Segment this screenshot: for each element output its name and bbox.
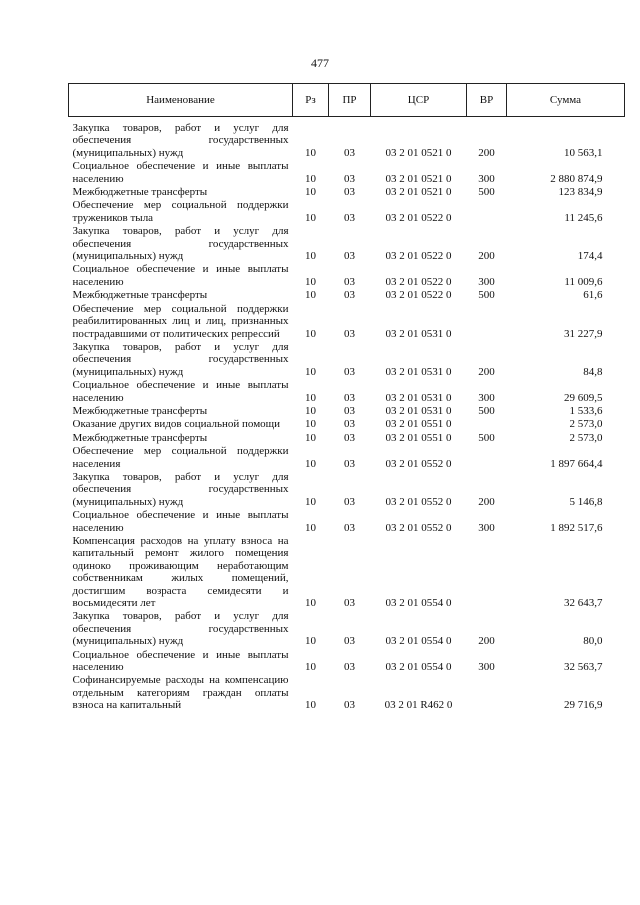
cell-name: Закупка товаров, работ и услуг для обеспечения государственных (муниципальных) нужд — [72, 122, 289, 159]
cell-vr: 500 — [478, 186, 495, 199]
cell-sum: 10 563,1 — [564, 146, 603, 159]
cell-sum: 29 716,9 — [564, 699, 603, 712]
cell-vr: 200 — [478, 635, 495, 648]
cell-pr: 03 — [344, 699, 355, 712]
cell-name: Закупка товаров, работ и услуг для обеспечения государственных (муниципальных) нужд — [72, 340, 289, 378]
cell-rz: 10 — [305, 275, 316, 288]
cell-csr: 03 2 01 0554 0 — [385, 661, 452, 674]
cell-vr: 200 — [478, 146, 495, 159]
cell-name: Социальное обеспечение и иные выплаты населению — [72, 263, 289, 288]
cell-pr: 03 — [344, 146, 355, 159]
header-csr: ЦСР — [371, 84, 467, 117]
table-row — [69, 225, 625, 263]
cell-name: Межбюджетные трансферты — [72, 431, 208, 444]
cell-sum: 61,6 — [583, 289, 603, 302]
cell-name: Социальное обеспечение и иные выплаты населению — [72, 379, 289, 404]
cell-rz: 10 — [305, 597, 316, 610]
header-rz: Рз — [293, 84, 329, 117]
header-name: Наименование — [69, 84, 293, 117]
cell-rz: 10 — [305, 404, 316, 417]
cell-vr: 500 — [478, 289, 495, 302]
cell-csr: 03 2 01 0522 0 — [385, 289, 452, 302]
cell-csr: 03 2 01 0551 0 — [385, 431, 452, 444]
cell-rz: 10 — [305, 431, 316, 444]
cell-pr: 03 — [344, 275, 355, 288]
cell-pr: 03 — [344, 250, 355, 263]
cell-name: Софинансируемые расходы на компенсацию отдельным категориям граждан оплаты взноса на капитальный — [72, 674, 289, 712]
table-row — [69, 263, 625, 289]
table-row — [69, 674, 625, 712]
cell-name: Социальное обеспечение и иные выплаты населению — [72, 160, 289, 185]
cell-pr: 03 — [344, 327, 355, 340]
cell-csr: 03 2 01 R462 0 — [384, 699, 453, 712]
cell-pr: 03 — [344, 597, 355, 610]
cell-vr: 500 — [478, 431, 495, 444]
cell-rz: 10 — [305, 172, 316, 185]
cell-pr: 03 — [344, 289, 355, 302]
cell-pr: 03 — [344, 457, 355, 470]
cell-rz: 10 — [305, 250, 316, 263]
table-row — [69, 471, 625, 509]
table-row — [69, 341, 625, 379]
table-body — [69, 117, 625, 713]
cell-vr: 300 — [478, 275, 495, 288]
cell-pr: 03 — [344, 391, 355, 404]
table-row — [69, 610, 625, 648]
table-row — [69, 303, 625, 341]
cell-csr: 03 2 01 0552 0 — [385, 457, 452, 470]
cell-rz: 10 — [305, 457, 316, 470]
cell-pr: 03 — [344, 521, 355, 534]
cell-pr: 03 — [344, 495, 355, 508]
cell-vr: 200 — [478, 365, 495, 378]
table-row — [69, 289, 625, 302]
cell-csr: 03 2 01 0522 0 — [385, 275, 452, 288]
header-sum: Сумма — [507, 84, 625, 117]
cell-name: Закупка товаров, работ и услуг для обеспечения государственных (муниципальных) нужд — [72, 610, 289, 648]
cell-csr: 03 2 01 0531 0 — [385, 365, 452, 378]
cell-vr: 300 — [478, 661, 495, 674]
table-row — [69, 160, 625, 186]
cell-rz: 10 — [305, 327, 316, 340]
cell-sum: 123 834,9 — [558, 186, 603, 199]
table-row — [69, 432, 625, 445]
cell-sum: 32 563,7 — [564, 661, 603, 674]
cell-csr: 03 2 01 0522 0 — [385, 250, 452, 263]
cell-vr — [467, 535, 507, 610]
cell-csr: 03 2 01 0551 0 — [385, 418, 452, 431]
cell-sum: 31 227,9 — [564, 327, 603, 340]
cell-csr: 03 2 01 0554 0 — [385, 597, 452, 610]
table-row — [69, 117, 625, 161]
cell-name: Социальное обеспечение и иные выплаты населению — [72, 509, 289, 534]
table-row — [69, 418, 625, 431]
cell-vr — [467, 674, 507, 712]
cell-csr: 03 2 01 0521 0 — [385, 146, 452, 159]
cell-pr: 03 — [344, 431, 355, 444]
cell-sum: 2 573,0 — [569, 431, 603, 444]
cell-pr: 03 — [344, 418, 355, 431]
cell-name: Оказание других видов социальной помощи — [72, 418, 281, 431]
cell-pr: 03 — [344, 404, 355, 417]
cell-csr: 03 2 01 0522 0 — [385, 211, 452, 224]
cell-csr: 03 2 01 0521 0 — [385, 172, 452, 185]
cell-rz: 10 — [305, 699, 316, 712]
cell-sum: 1 533,6 — [569, 404, 603, 417]
header-vr: ВР — [467, 84, 507, 117]
cell-pr: 03 — [344, 186, 355, 199]
cell-rz: 10 — [305, 635, 316, 648]
cell-name: Обеспечение мер социальной поддержки реабилитированных лиц и лиц, признанных пострадавшими от политических репрессий — [72, 302, 289, 340]
cell-csr: 03 2 01 0531 0 — [385, 404, 452, 417]
cell-sum: 5 146,8 — [569, 495, 603, 508]
cell-vr: 500 — [478, 404, 495, 417]
cell-sum: 1 897 664,4 — [550, 457, 603, 470]
cell-rz: 10 — [305, 661, 316, 674]
cell-csr: 03 2 01 0552 0 — [385, 521, 452, 534]
cell-vr: 200 — [478, 250, 495, 263]
cell-name: Межбюджетные трансферты — [72, 289, 208, 302]
page-number: 477 — [311, 56, 329, 70]
cell-name: Социальное обеспечение и иные выплаты населению — [72, 648, 289, 674]
table-row — [69, 199, 625, 225]
cell-name: Закупка товаров, работ и услуг для обеспечения государственных (муниципальных) нужд — [72, 470, 289, 508]
cell-csr: 03 2 01 0552 0 — [385, 495, 452, 508]
cell-sum: 11 009,6 — [564, 275, 603, 288]
cell-vr — [467, 445, 507, 471]
cell-vr: 200 — [478, 495, 495, 508]
cell-rz: 10 — [305, 495, 316, 508]
cell-sum: 80,0 — [583, 635, 603, 648]
table-row — [69, 379, 625, 405]
cell-vr — [467, 199, 507, 225]
cell-name: Обеспечение мер социальной поддержки населения — [72, 445, 289, 470]
table-row — [69, 535, 625, 610]
cell-rz: 10 — [305, 146, 316, 159]
cell-csr: 03 2 01 0531 0 — [385, 391, 452, 404]
cell-sum: 1 892 517,6 — [550, 521, 603, 534]
cell-pr: 03 — [344, 661, 355, 674]
cell-rz: 10 — [305, 365, 316, 378]
table-row — [69, 445, 625, 471]
cell-rz: 10 — [305, 418, 316, 431]
header-pr: ПР — [329, 84, 371, 117]
cell-name: Закупка товаров, работ и услуг для обеспечения государственных (муниципальных) нужд — [72, 225, 289, 263]
cell-sum: 2 880 874,9 — [550, 172, 603, 185]
cell-name: Межбюджетные трансферты — [72, 404, 208, 417]
cell-name: Обеспечение мер социальной поддержки тружеников тыла — [72, 199, 289, 224]
cell-vr — [467, 418, 507, 431]
cell-rz: 10 — [305, 211, 316, 224]
cell-pr: 03 — [344, 635, 355, 648]
cell-vr — [467, 303, 507, 341]
cell-csr: 03 2 01 0554 0 — [385, 635, 452, 648]
cell-name: Межбюджетные трансферты — [72, 186, 208, 199]
cell-pr: 03 — [344, 172, 355, 185]
cell-vr: 300 — [478, 521, 495, 534]
cell-sum: 29 609,5 — [564, 391, 603, 404]
cell-pr: 03 — [344, 365, 355, 378]
table-row — [69, 405, 625, 418]
cell-sum: 2 573,0 — [569, 418, 603, 431]
table-header — [69, 84, 625, 117]
cell-vr: 300 — [478, 172, 495, 185]
table-row — [69, 509, 625, 535]
cell-rz: 10 — [305, 186, 316, 199]
cell-vr: 300 — [478, 391, 495, 404]
cell-rz: 10 — [305, 391, 316, 404]
cell-sum: 174,4 — [577, 250, 603, 263]
cell-sum: 11 245,6 — [564, 211, 603, 224]
cell-sum: 84,8 — [583, 365, 603, 378]
cell-csr: 03 2 01 0521 0 — [385, 186, 452, 199]
cell-csr: 03 2 01 0531 0 — [385, 327, 452, 340]
cell-pr: 03 — [344, 211, 355, 224]
cell-rz: 10 — [305, 521, 316, 534]
table-row — [69, 649, 625, 675]
cell-rz: 10 — [305, 289, 316, 302]
cell-name: Компенсация расходов на уплату взноса на капитальный ремонт жилого помещения одиноко проживающим неработающим собственникам жилых помещений, достигшим возраста семидесяти и восьмидесяти лет — [72, 535, 289, 610]
cell-sum: 32 643,7 — [564, 597, 603, 610]
table-row — [69, 186, 625, 199]
budget-table — [68, 83, 625, 713]
